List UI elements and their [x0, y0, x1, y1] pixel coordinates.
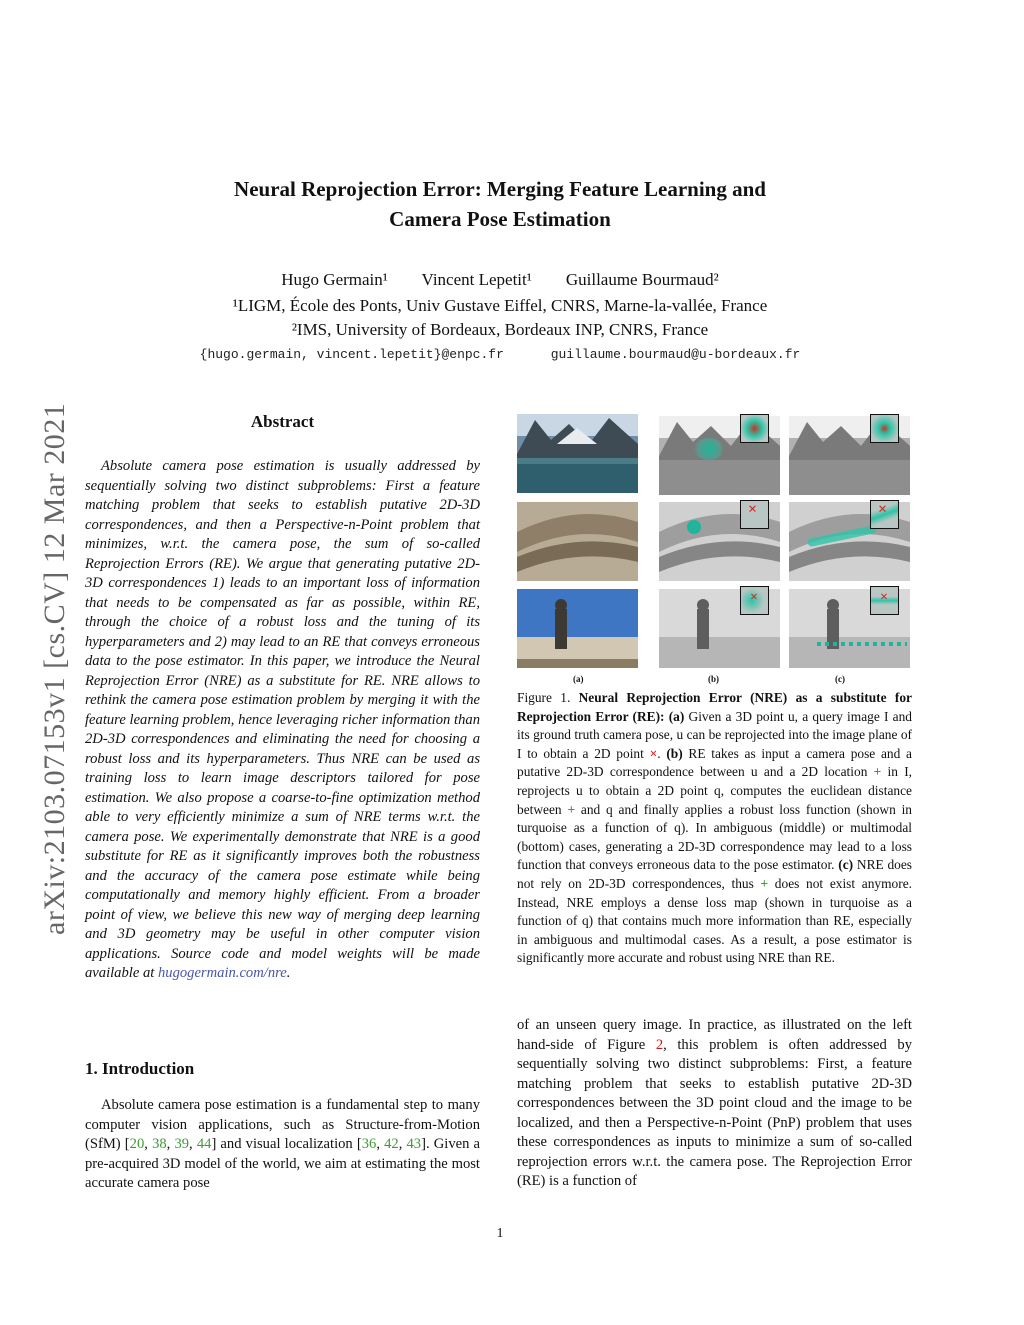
- citation-sep: ,: [166, 1136, 175, 1152]
- code-link[interactable]: hugogermain.com/nre: [157, 965, 287, 981]
- citation-sep: ,: [398, 1136, 407, 1152]
- citation-sep: ,: [189, 1136, 197, 1152]
- plus-icon: +: [567, 801, 576, 817]
- cross-icon: ×: [748, 501, 758, 518]
- page-number: 1: [496, 1226, 504, 1241]
- caption-panel-b: (b): [666, 745, 683, 761]
- author-names: Hugo Germain¹ Vincent Lepetit¹ Guillaume Bourmaud²: [281, 270, 719, 289]
- citation[interactable]: 20: [129, 1136, 145, 1152]
- abstract-body: [85, 457, 480, 984]
- caption-label: Figure 1.: [517, 690, 579, 705]
- palace-photo: [517, 589, 638, 668]
- abstract-text: Absolute camera pose estimation is usually addressed by sequentially solving two distinct subproblems: First a feature matching problem that seeks to establish putative 2D-3D correspondences, and then a Perspective-n-Point problem that minimizes, w.r.t. the camera pose, the sum of so-called Reprojection Errors (RE). We argue that generating putative 2D-3D correspondences 1) leads to an important loss of information that needs to be compensated as far as possible, within RE, through the choice of a robust loss and the tuning of its hyperparameters and 2) may lead to an RE that conveys erroneous data to the pose estimator. In this paper, we introduce the Neural Reprojection Error (NRE) as a substitute for RE. NRE allows to rethink the camera pose estimation problem by merging it with the feature learning problem, hence leveraging richer information than 2D-3D correspondences and eliminating the need for choosing a robust loss and its hyperparameters. Thus NRE can be used as training loss to learn image descriptors tailored for pose estimation. We also propose a coarse-to-fine optimization method able to very efficiently minimize a sum of NRE terms w.r.t. the camera pose. We experimentally demonstrate that NRE is a good substitute for RE as it significantly improves both the robustness and the accuracy of the camera pose estimate while being computationally and memory highly efficient. From a broader point of view, we believe this new way of merging deep learning and 3D geometry may be useful in other computer vision applications. Source code and model weights will be made available at: [85, 458, 480, 981]
- paper-title: [0, 174, 1000, 234]
- caption-text: RE takes as input a camera pose and a putative 2D-3D correspondence between u and a 2D location: [517, 745, 912, 780]
- dome-photo: [517, 502, 638, 581]
- image-lake-query: [517, 414, 638, 493]
- arxiv-stamp: arXiv:2103.07153v1 [cs.CV] 12 Mar 2021: [38, 402, 71, 935]
- citation[interactable]: 36: [361, 1136, 377, 1152]
- inset-palace-nre: [870, 586, 899, 615]
- figure-1: [517, 414, 912, 684]
- plus-icon: +: [873, 764, 882, 780]
- caption-text: NRE does not rely on 2D-3D correspondences, thus: [517, 857, 912, 891]
- citation-sep: ,: [376, 1136, 385, 1152]
- intro-paragraph: [85, 1096, 480, 1194]
- citation[interactable]: 43: [406, 1136, 422, 1152]
- body-text: , this problem is often addressed by sequentially solving two distinct subproblems: First, a feature matching problem that seeks to establish putative 2D-3D correspondences between the 3D point cloud and the image to be localized, and then a Perspective-n-Point (PnP) problem that uses these correspondences as inputs to minimize a sum of so-called reprojection errors w.r.t. the camera pose. The Reprojection Error (RE) is a function of: [517, 1036, 912, 1189]
- loss-blob-dome: [687, 520, 701, 534]
- inset-lake-re: [740, 414, 769, 443]
- figure-reference[interactable]: 2: [655, 1036, 664, 1053]
- right-column-text: [517, 1016, 912, 1192]
- inset-lake-nre: [870, 414, 899, 443]
- cross-icon: ×: [750, 590, 758, 605]
- caption-text: Given a 3D point u, a query image I and its ground truth camera pose, u can be reprojected into the image plane of I to obtain a 2D point: [517, 708, 912, 761]
- abstract-end: .: [286, 965, 291, 981]
- cross-icon: ×: [880, 590, 888, 605]
- loss-blob-re: [694, 438, 724, 460]
- lake-photo: [517, 414, 638, 493]
- cross-icon: ×: [649, 745, 658, 761]
- plus-icon: +: [760, 875, 769, 891]
- inset-palace-re: [740, 586, 769, 615]
- panel-label-b: (b): [708, 674, 719, 684]
- inset-dome-re: [740, 500, 769, 529]
- intro-heading-text: 1. Introduction: [85, 1059, 195, 1078]
- panel-label-c: (c): [835, 674, 845, 684]
- loss-multimodal-row: [817, 642, 907, 646]
- affiliation-2: ²IMS, University of Bordeaux, Bordeaux INP, CNRS, France: [291, 320, 709, 339]
- caption-text: in I, reprojects u to obtain a 2D point q, computes the euclidean distance between: [517, 764, 912, 817]
- title-line-1: Neural Reprojection Error: Merging Feature Learning and: [234, 177, 766, 201]
- citation[interactable]: 39: [174, 1136, 190, 1152]
- cross-icon: ×: [878, 501, 888, 518]
- intro-text-2: ] and visual localization [: [211, 1136, 362, 1152]
- intro-heading: [85, 1059, 480, 1079]
- abstract-heading-text: Abstract: [250, 412, 315, 431]
- caption-panel-c: (c): [838, 857, 854, 873]
- image-dome-query: [517, 502, 638, 581]
- caption-text: does not exist anymore. Instead, NRE employs a dense loss map (shown in turquoise as a function of q) that contains much more information than RE, especially in ambiguous and multimodal cases. As a result, a pose estimator is significantly more accurate and robust using NRE than RE.: [517, 875, 912, 966]
- caption-text: .: [657, 745, 667, 761]
- intro-text-1: Absolute camera pose estimation is a fundamental step to many computer vision applications, such as Structure-from-Motion (SfM) [: [85, 1097, 480, 1152]
- abstract-heading: [85, 412, 480, 432]
- title-line-2: Camera Pose Estimation: [389, 207, 611, 231]
- figure-caption: [517, 689, 912, 968]
- intro-text-3: ]. Given a pre-acquired 3D model of the world, we aim at estimating the most accurate camera pose: [85, 1136, 481, 1191]
- affiliation-1: ¹LIGM, École des Ponts, Univ Gustave Eiffel, CNRS, Marne-la-vallée, France: [232, 296, 768, 315]
- body-text: of an unseen query image. In practice, as illustrated on the left hand-side of Figure: [517, 1017, 912, 1053]
- caption-text: and q and finally applies a robust loss function (shown in turquoise as a function of q). In ambiguous (middle) or multimodal (bottom) cases, generating a 2D-3D correspondence may lead to a loss function that conveys erroneous data to the pose estimator.: [517, 801, 913, 873]
- author-emails: {hugo.germain, vincent.lepetit}@enpc.fr guillaume.bourmaud@u-bordeaux.fr: [199, 347, 801, 362]
- citation-sep: ,: [144, 1136, 153, 1152]
- panel-label-a: (a): [573, 674, 584, 684]
- image-palace-query: [517, 589, 638, 668]
- inset-dome-nre: [870, 500, 899, 529]
- citation[interactable]: 42: [384, 1136, 399, 1152]
- citation[interactable]: 38: [152, 1136, 167, 1152]
- citation[interactable]: 44: [196, 1136, 212, 1152]
- caption-bold: Neural Reprojection Error (NRE) as a substitute for Reprojection Error (RE): (a): [517, 690, 912, 724]
